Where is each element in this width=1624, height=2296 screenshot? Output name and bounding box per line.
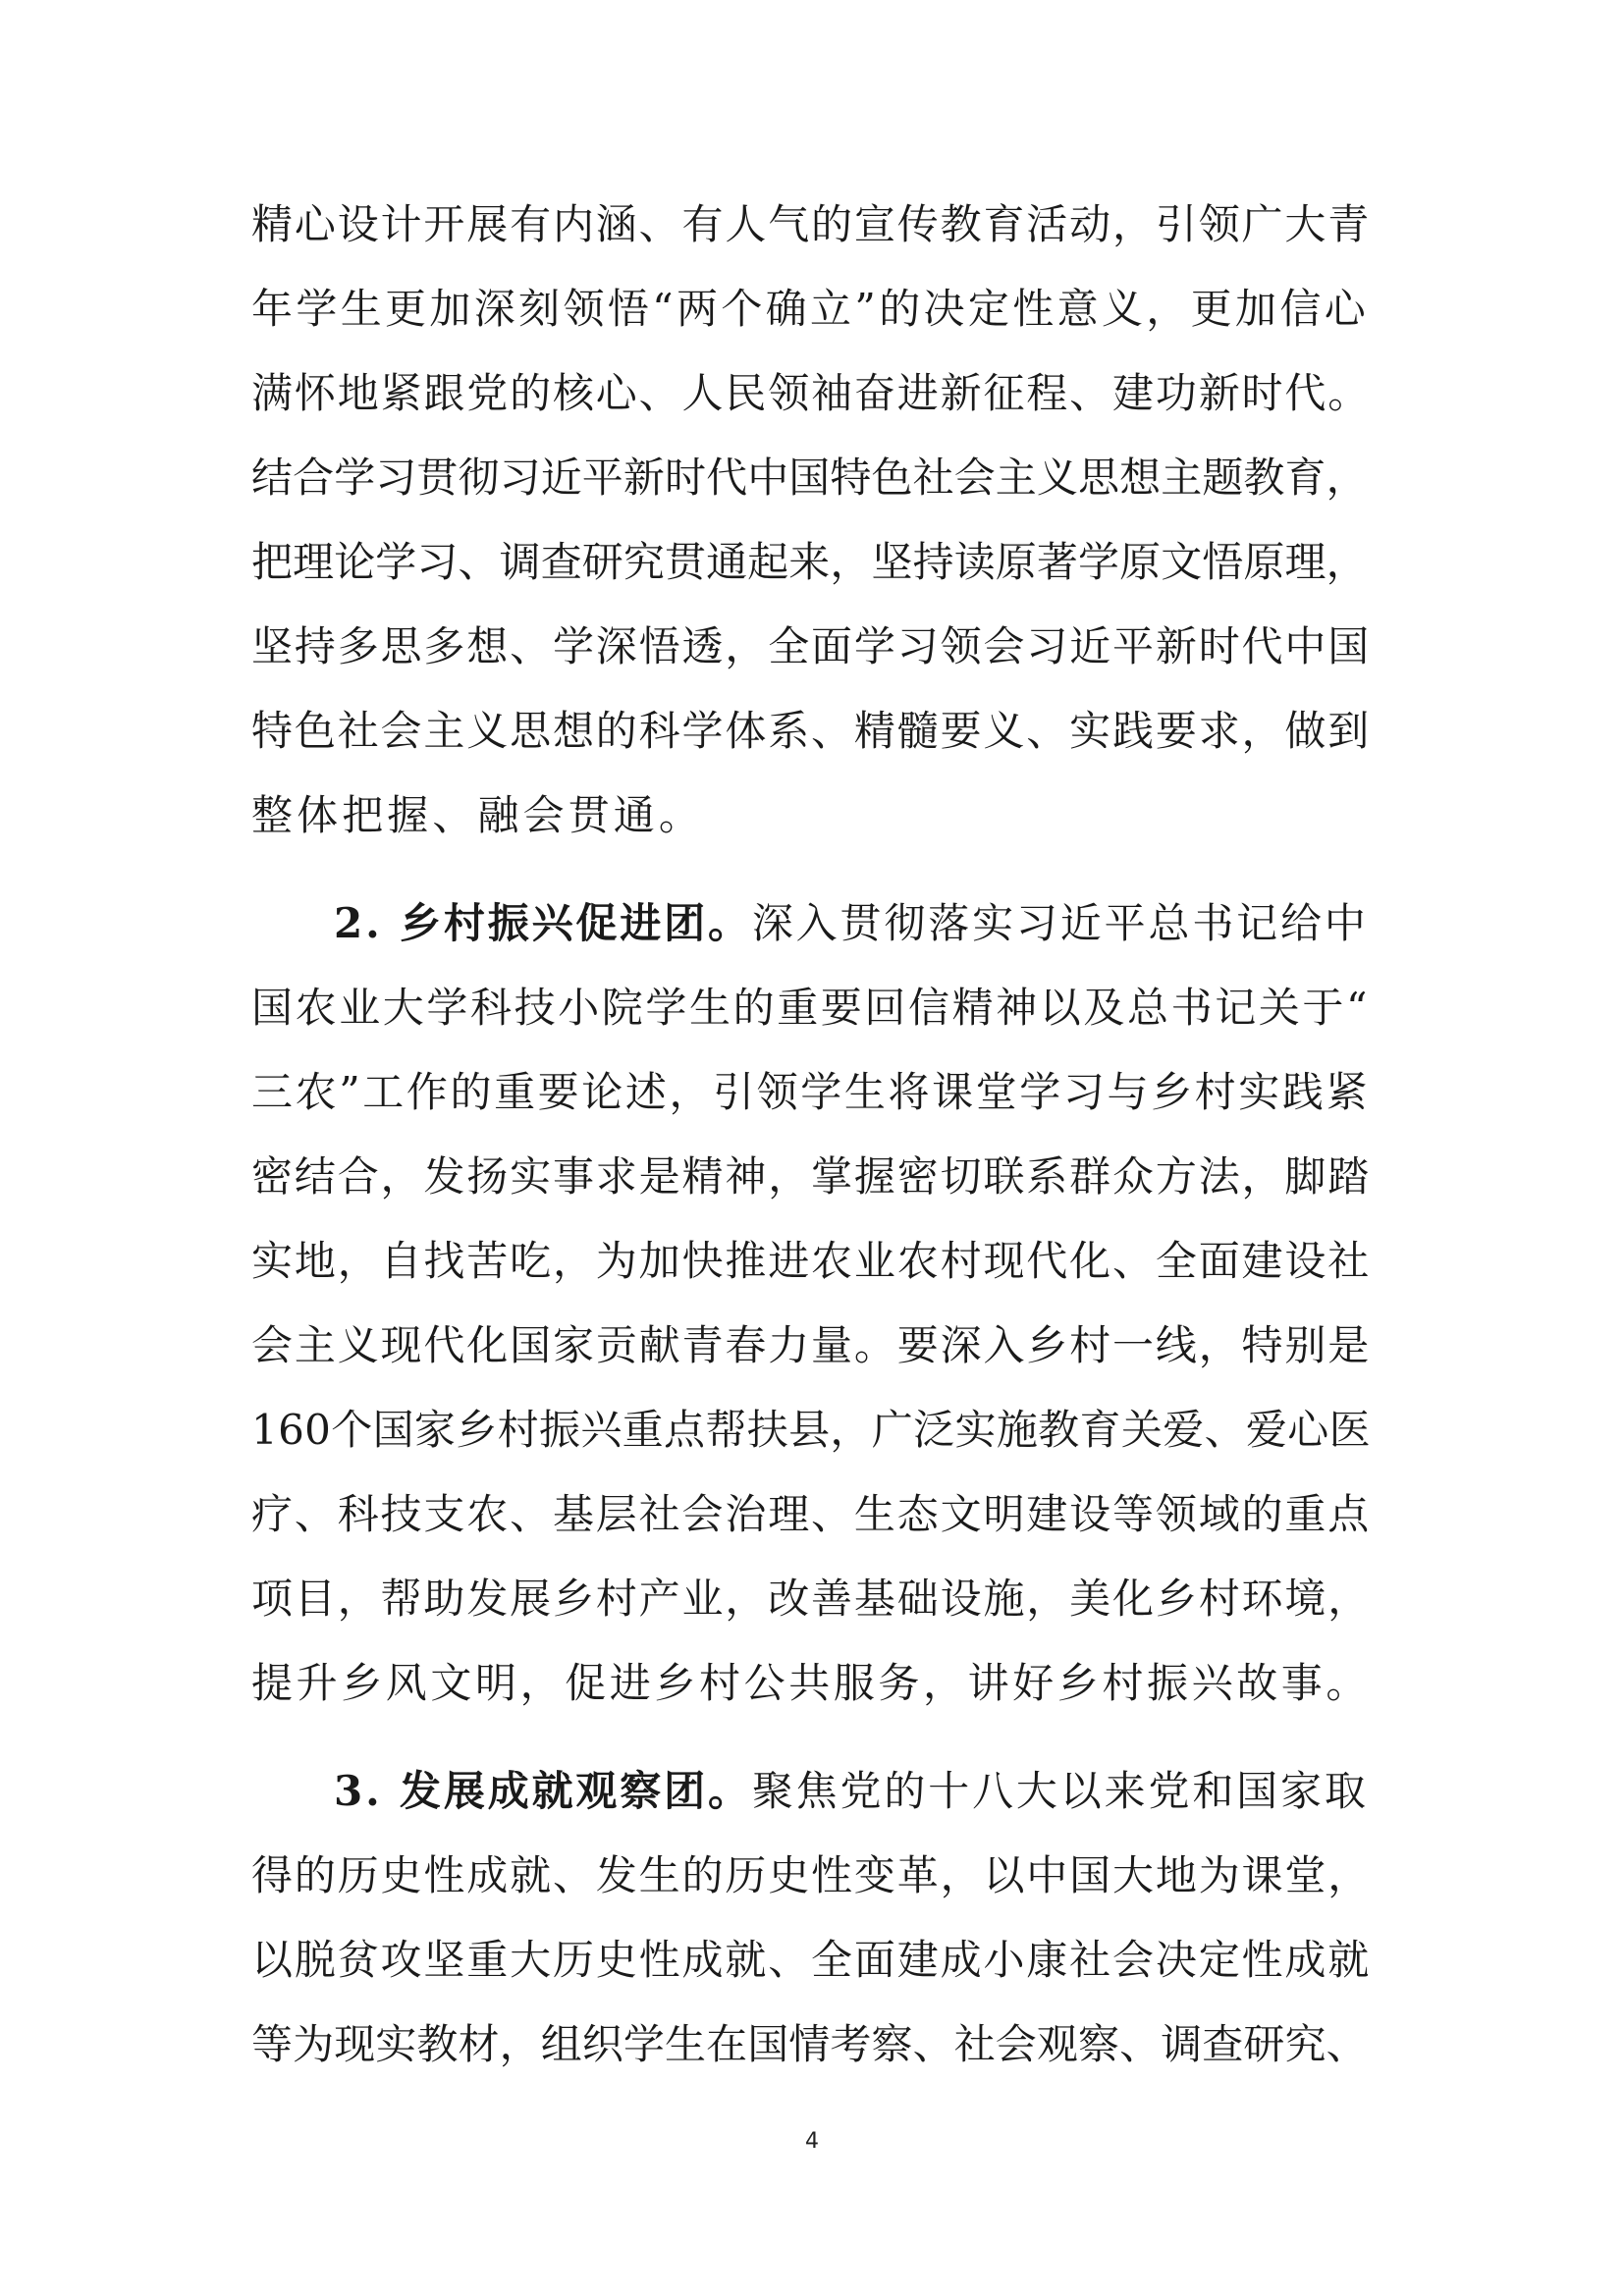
body-line: 坚持多思多想、学深悟透，全面学习领会习近平新时代中国 bbox=[251, 622, 1372, 670]
section-3-heading: 3. 发展成就观察团。 bbox=[334, 1767, 752, 1815]
body-line: 会主义现代化国家贡献青春力量。要深入乡村一线，特别是 bbox=[251, 1321, 1372, 1369]
body-line: 整体把握、融会贯通。 bbox=[251, 791, 705, 839]
page-number: 4 bbox=[805, 2129, 819, 2154]
body-line: 密结合，发扬实事求是精神，掌握密切联系群众方法，脚踏 bbox=[251, 1152, 1372, 1201]
body-line: 得的历史性成就、发生的历史性变革，以中国大地为课堂， bbox=[251, 1851, 1372, 1899]
body-line: 特色社会主义思想的科学体系、精髓要义、实践要求，做到 bbox=[251, 707, 1372, 755]
body-line: 160个国家乡村振兴重点帮扶县，广泛实施教育关爱、爱心医 bbox=[251, 1406, 1371, 1454]
body-line: 三农”工作的重要论述，引领学生将课堂学习与乡村实践紧 bbox=[251, 1068, 1371, 1116]
body-line: 疗、科技支农、基层社会治理、生态文明建设等领域的重点 bbox=[251, 1490, 1372, 1538]
body-line: 提升乡风文明，促进乡村公共服务，讲好乡村振兴故事。 bbox=[251, 1659, 1372, 1707]
body-line: 实地，自找苦吃，为加快推进农业农村现代化、全面建设社 bbox=[251, 1237, 1372, 1285]
section-3-first-line bbox=[334, 1762, 1369, 1821]
section-2-first-line bbox=[334, 894, 1369, 953]
body-line: 精心设计开展有内涵、有人气的宣传教育活动，引领广大青 bbox=[251, 200, 1372, 248]
section-2-first-line-text: 深入贯彻落实习近平总书记给中 bbox=[751, 899, 1369, 947]
body-line: 国农业大学科技小院学生的重要回信精神以及总书记关于“ bbox=[251, 984, 1371, 1032]
body-line: 把理论学习、调查研究贯通起来，坚持读原著学原文悟原理， bbox=[251, 538, 1368, 586]
body-line: 项目，帮助发展乡村产业，改善基础设施，美化乡村环境， bbox=[251, 1575, 1372, 1623]
body-line: 等为现实教材，组织学生在国情考察、社会观察、调查研究、 bbox=[251, 2020, 1368, 2068]
body-line: 满怀地紧跟党的核心、人民领袖奋进新征程、建功新时代。 bbox=[251, 369, 1372, 417]
body-line: 以脱贫攻坚重大历史性成就、全面建成小康社会决定性成就 bbox=[251, 1936, 1372, 1984]
section-2-heading: 2. 乡村振兴促进团。 bbox=[334, 899, 752, 947]
body-line: 结合学习贯彻习近平新时代中国特色社会主义思想主题教育， bbox=[251, 454, 1368, 502]
section-3-first-line-text: 聚焦党的十八大以来党和国家取 bbox=[751, 1767, 1369, 1815]
body-line: 年学生更加深刻领悟“两个确立”的决定性意义，更加信心 bbox=[251, 285, 1370, 333]
